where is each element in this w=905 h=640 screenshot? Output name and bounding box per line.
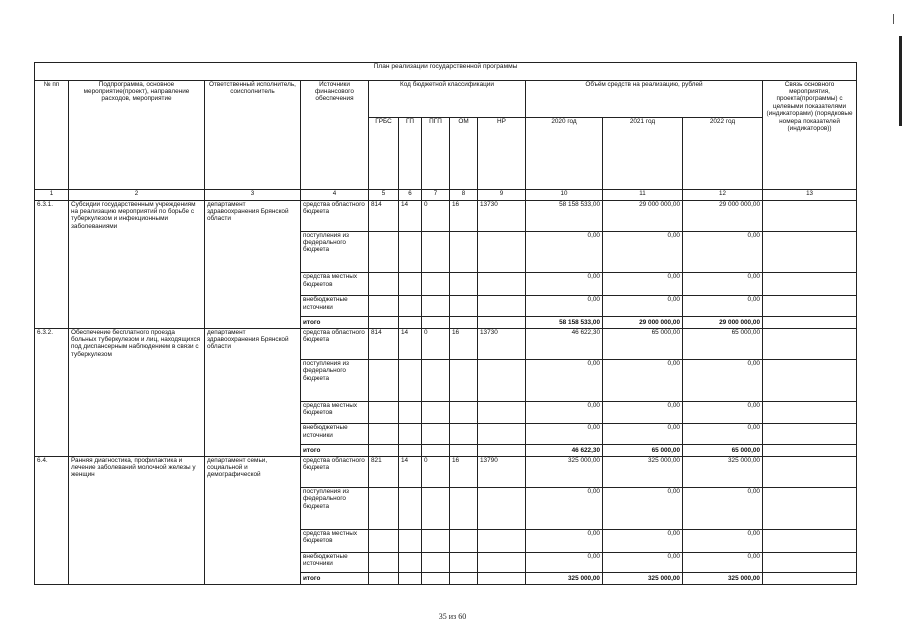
amount-y2020: 0,00	[526, 296, 603, 317]
code-empty	[450, 573, 478, 585]
column-number: 4	[301, 190, 369, 200]
amount-y2022: 325 000,00	[683, 456, 763, 487]
code-gp	[399, 401, 422, 424]
code-om	[450, 401, 478, 424]
amount-y2021: 0,00	[603, 401, 683, 424]
amount-y2021: 0,00	[603, 296, 683, 317]
indicator-link	[763, 296, 857, 317]
code-pgp	[422, 552, 450, 573]
code-empty	[422, 445, 450, 456]
indicator-link	[763, 529, 857, 552]
header-num: № пп	[35, 80, 69, 189]
amount-y2022: 0,00	[683, 359, 763, 401]
amount-y2021: 0,00	[603, 231, 683, 273]
funding-source: средства местных бюджетов	[301, 401, 369, 424]
column-number: 1	[35, 190, 69, 200]
amount-y2021: 0,00	[603, 529, 683, 552]
funding-source: внебюджетные источники	[301, 424, 369, 445]
row-number: 6.4.	[35, 456, 69, 584]
code-pgp	[422, 231, 450, 273]
code-om: 16	[450, 328, 478, 359]
header-funding: Объём средств на реализацию, рублей	[526, 80, 763, 118]
header-sources: Источники финансового обеспечения	[301, 80, 369, 189]
code-om	[450, 296, 478, 317]
code-pgp	[422, 359, 450, 401]
funding-source: поступления из федерального бюджета	[301, 359, 369, 401]
code-empty	[369, 445, 399, 456]
code-pgp	[422, 424, 450, 445]
code-np: 13730	[478, 328, 526, 359]
total-label: итого	[301, 317, 369, 328]
code-gp	[399, 296, 422, 317]
funding-source: средства областного бюджета	[301, 456, 369, 487]
indicator-link	[763, 401, 857, 424]
funding-source: средства местных бюджетов	[301, 529, 369, 552]
code-om	[450, 529, 478, 552]
indicator-link	[763, 445, 857, 456]
row-number: 6.3.2.	[35, 328, 69, 456]
code-empty	[478, 573, 526, 585]
amount-y2020: 58 158 533,00	[526, 200, 603, 231]
code-empty	[422, 317, 450, 328]
amount-y2022: 0,00	[683, 552, 763, 573]
amount-y2021: 0,00	[603, 552, 683, 573]
code-om	[450, 273, 478, 296]
code-gp	[399, 359, 422, 401]
code-np: 13790	[478, 456, 526, 487]
amount-y2020: 0,00	[526, 231, 603, 273]
column-number: 6	[399, 190, 422, 200]
funding-source: средства местных бюджетов	[301, 273, 369, 296]
indicator-link	[763, 317, 857, 328]
header-pgp: ПГП	[422, 118, 450, 190]
code-grbs	[369, 273, 399, 296]
total-y2021: 65 000,00	[603, 445, 683, 456]
amount-y2020: 0,00	[526, 529, 603, 552]
column-number: 11	[603, 190, 683, 200]
amount-y2022: 29 000 000,00	[683, 200, 763, 231]
program-name: Обеспечение бесплатного проезда больных туберкулезом и лиц, находящихся под диспансерным наблюдением в связи с туберкулезом	[69, 328, 205, 456]
code-grbs	[369, 552, 399, 573]
amount-y2020: 325 000,00	[526, 456, 603, 487]
amount-y2022: 0,00	[683, 273, 763, 296]
header-2022: 2022 год	[683, 118, 763, 190]
header-budget-class: Код бюджетной классификации	[369, 80, 526, 118]
code-empty	[369, 573, 399, 585]
code-om	[450, 359, 478, 401]
indicator-link	[763, 488, 857, 530]
column-number: 3	[205, 190, 301, 200]
code-empty	[478, 317, 526, 328]
column-number: 5	[369, 190, 399, 200]
row-number: 6.3.1.	[35, 200, 69, 328]
code-empty	[369, 317, 399, 328]
indicator-link	[763, 424, 857, 445]
total-y2020: 325 000,00	[526, 573, 603, 585]
code-np	[478, 488, 526, 530]
page-edge-tick	[893, 14, 894, 24]
amount-y2020: 0,00	[526, 424, 603, 445]
code-om	[450, 424, 478, 445]
indicator-link	[763, 552, 857, 573]
code-np	[478, 401, 526, 424]
table-row	[35, 200, 857, 231]
total-y2020: 46 622,30	[526, 445, 603, 456]
amount-y2022: 0,00	[683, 424, 763, 445]
funding-source: внебюджетные источники	[301, 296, 369, 317]
column-number: 13	[763, 190, 857, 200]
amount-y2022: 0,00	[683, 296, 763, 317]
amount-y2020: 0,00	[526, 552, 603, 573]
code-gp	[399, 273, 422, 296]
amount-y2020: 0,00	[526, 488, 603, 530]
code-pgp	[422, 529, 450, 552]
indicator-link	[763, 328, 857, 359]
table-row	[35, 328, 857, 359]
amount-y2021: 0,00	[603, 359, 683, 401]
responsible-executor: департамент здравоохранения Брянской области	[205, 328, 301, 456]
total-y2021: 325 000,00	[603, 573, 683, 585]
code-grbs	[369, 296, 399, 317]
total-y2021: 29 000 000,00	[603, 317, 683, 328]
code-gp	[399, 488, 422, 530]
amount-y2020: 0,00	[526, 273, 603, 296]
page-number: 35 из 60	[438, 612, 467, 621]
indicator-link	[763, 200, 857, 231]
code-empty	[422, 573, 450, 585]
code-gp	[399, 231, 422, 273]
indicator-link	[763, 359, 857, 401]
header-np: НР	[478, 118, 526, 190]
code-empty	[399, 317, 422, 328]
amount-y2020: 0,00	[526, 401, 603, 424]
code-grbs	[369, 359, 399, 401]
code-grbs	[369, 488, 399, 530]
code-pgp	[422, 296, 450, 317]
code-np	[478, 231, 526, 273]
column-number: 10	[526, 190, 603, 200]
code-pgp: 0	[422, 328, 450, 359]
plan-table	[34, 62, 857, 585]
code-om	[450, 488, 478, 530]
header-gp: ГП	[399, 118, 422, 190]
funding-source: внебюджетные источники	[301, 552, 369, 573]
column-number: 12	[683, 190, 763, 200]
code-gp: 14	[399, 200, 422, 231]
code-pgp: 0	[422, 456, 450, 487]
code-np	[478, 296, 526, 317]
code-grbs	[369, 231, 399, 273]
code-np	[478, 359, 526, 401]
code-pgp	[422, 273, 450, 296]
indicator-link	[763, 456, 857, 487]
total-y2022: 29 000 000,00	[683, 317, 763, 328]
total-y2022: 65 000,00	[683, 445, 763, 456]
header-2021: 2021 год	[603, 118, 683, 190]
amount-y2020: 0,00	[526, 359, 603, 401]
code-np	[478, 552, 526, 573]
total-label: итого	[301, 445, 369, 456]
code-empty	[399, 573, 422, 585]
column-number: 8	[450, 190, 478, 200]
column-number: 7	[422, 190, 450, 200]
code-empty	[450, 445, 478, 456]
code-pgp	[422, 488, 450, 530]
amount-y2022: 65 000,00	[683, 328, 763, 359]
funding-source: средства областного бюджета	[301, 328, 369, 359]
amount-y2021: 325 000,00	[603, 456, 683, 487]
code-om	[450, 552, 478, 573]
code-gp	[399, 552, 422, 573]
table-row	[35, 456, 857, 487]
header-program: Подпрограмма, основное мероприятие(проект), направление расходов, мероприятие	[69, 80, 205, 189]
program-name: Ранняя диагностика, профилактика и лечение заболеваний молочной железы у женщин	[69, 456, 205, 584]
code-gp: 14	[399, 456, 422, 487]
amount-y2020: 46 622,30	[526, 328, 603, 359]
amount-y2021: 29 000 000,00	[603, 200, 683, 231]
code-grbs: 814	[369, 200, 399, 231]
responsible-executor: департамент здравоохранения Брянской области	[205, 200, 301, 328]
amount-y2021: 0,00	[603, 488, 683, 530]
page-edge-mark	[899, 36, 902, 126]
funding-source: поступления из федерального бюджета	[301, 231, 369, 273]
code-pgp: 0	[422, 200, 450, 231]
amount-y2022: 0,00	[683, 231, 763, 273]
code-gp: 14	[399, 328, 422, 359]
header-om: ОМ	[450, 118, 478, 190]
header-link: Связь основного мероприятия, проекта(программы) с целевыми показателями (индикаторами) (порядковые номера показателей (индикаторов))	[763, 80, 857, 189]
amount-y2021: 65 000,00	[603, 328, 683, 359]
code-grbs: 821	[369, 456, 399, 487]
indicator-link	[763, 231, 857, 273]
indicator-link	[763, 573, 857, 585]
code-np	[478, 529, 526, 552]
amount-y2022: 0,00	[683, 401, 763, 424]
code-gp	[399, 529, 422, 552]
amount-y2022: 0,00	[683, 529, 763, 552]
column-number: 9	[478, 190, 526, 200]
funding-source: средства областного бюджета	[301, 200, 369, 231]
code-empty	[450, 317, 478, 328]
total-y2020: 58 158 533,00	[526, 317, 603, 328]
amount-y2021: 0,00	[603, 424, 683, 445]
amount-y2022: 0,00	[683, 488, 763, 530]
code-np: 13730	[478, 200, 526, 231]
responsible-executor: департамент семьи, социальной и демографической	[205, 456, 301, 584]
header-2020: 2020 год	[526, 118, 603, 190]
code-np	[478, 424, 526, 445]
code-pgp	[422, 401, 450, 424]
table-title: План реализации государственной программы	[35, 63, 857, 81]
program-name: Субсидии государственным учреждениям на реализацию мероприятий по борьбе с туберкулезом и инфекционными заболеваниями	[69, 200, 205, 328]
code-gp	[399, 424, 422, 445]
code-grbs	[369, 401, 399, 424]
amount-y2021: 0,00	[603, 273, 683, 296]
column-number: 2	[69, 190, 205, 200]
header-grbs: ГРБС	[369, 118, 399, 190]
code-grbs	[369, 424, 399, 445]
code-om: 16	[450, 200, 478, 231]
code-grbs	[369, 529, 399, 552]
total-y2022: 325 000,00	[683, 573, 763, 585]
funding-source: поступления из федерального бюджета	[301, 488, 369, 530]
code-om	[450, 231, 478, 273]
code-np	[478, 273, 526, 296]
code-empty	[478, 445, 526, 456]
header-responsible: Ответственный исполнитель, соисполнитель	[205, 80, 301, 189]
total-label: итого	[301, 573, 369, 585]
code-grbs: 814	[369, 328, 399, 359]
indicator-link	[763, 273, 857, 296]
code-om: 16	[450, 456, 478, 487]
code-empty	[399, 445, 422, 456]
